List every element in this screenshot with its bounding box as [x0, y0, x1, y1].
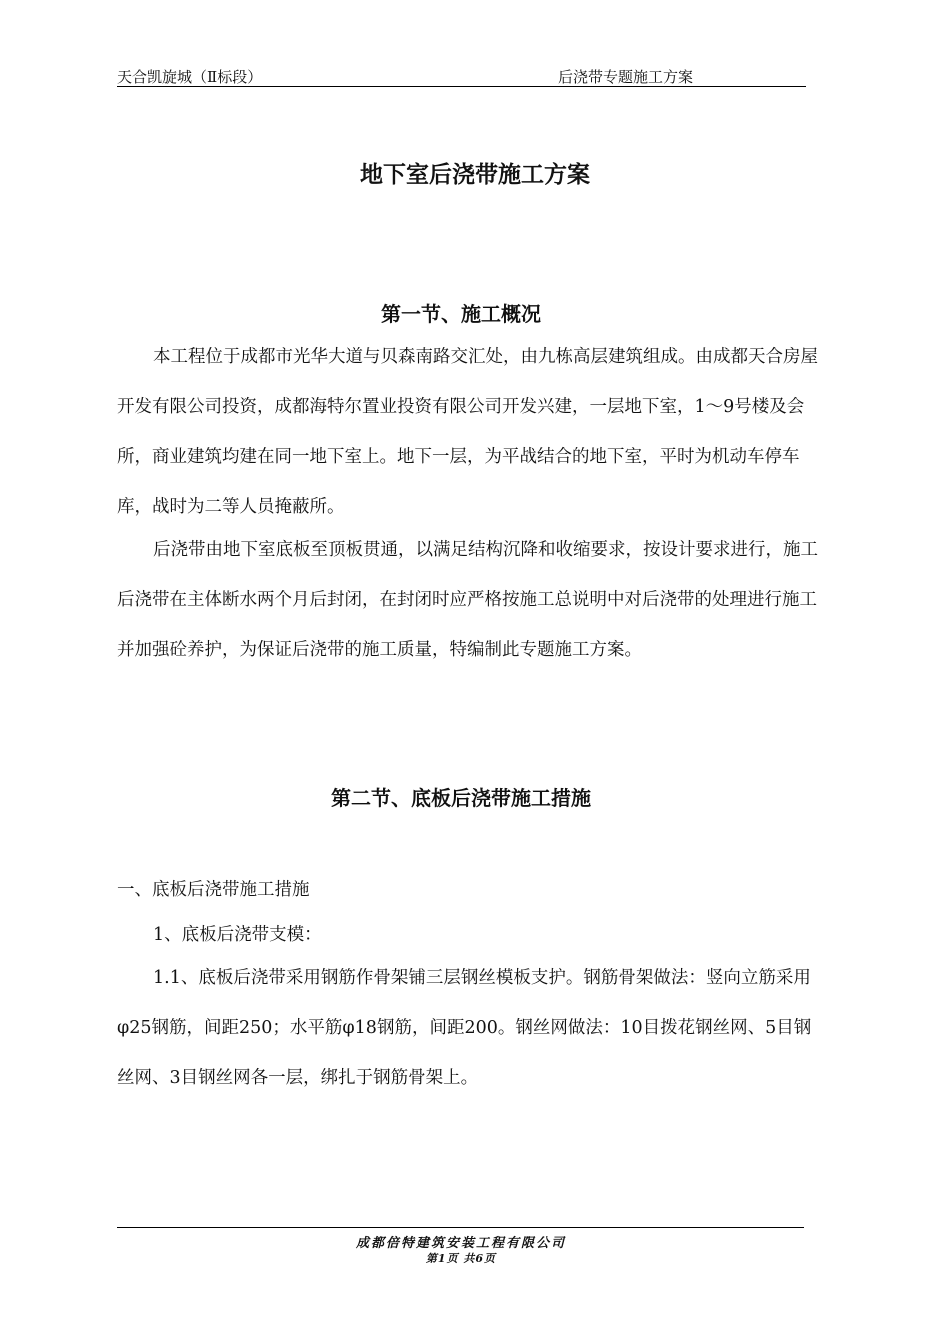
document-title: 地下室后浇带施工方案 — [360, 162, 590, 188]
footer-company: 成都倍特建筑安装工程有限公司 — [355, 1236, 566, 1251]
section1-paragraph-2: 后浇带由地下室底板至顶板贯通，以满足结构沉降和收缩要求，按设计要求进行，施工后浇带在主体断水两个月后封闭，在封闭时应严格按施工总说明中对后浇带的处理进行施工并加强砼养护，为保证后浇带的施工质量，特编制此专题施工方案。 — [117, 540, 818, 660]
section2-item-1: 1、底板后浇带支模： — [153, 925, 322, 945]
section1-paragraph-1: 本工程位于成都市光华大道与贝森南路交汇处，由九栋高层建筑组成。由成都天合房屋开发有限公司投资，成都海特尔置业投资有限公司开发兴建，一层地下室，1～9号楼及会所，商业建筑均建在同一地下室上。地下一层，为平战结合的地下室，平时为机动车停车库，战时为二等人员掩蔽所。 — [117, 347, 818, 517]
footer-page-number: 第1页 共6页 — [425, 1252, 497, 1265]
section2-paragraph: 1.1、底板后浇带采用钢筋作骨架铺三层钢丝模板支护。钢筋骨架做法：竖向立筋采用φ25钢筋，间距250；水平筋φ18钢筋，间距200。钢丝网做法：10目拨花钢丝网、5目钢丝网、3目钢丝网各一层，绑扎于钢筋骨架上。 — [117, 968, 812, 1088]
page-header — [117, 64, 806, 87]
section2-heading: 第二节、底板后浇带施工措施 — [331, 786, 591, 810]
header-doc-name: 后浇带专题施工方案 — [558, 68, 694, 86]
section2-subheading: 一、底板后浇带施工措施 — [117, 880, 310, 900]
footer-divider — [117, 1227, 804, 1228]
section1-heading: 第一节、施工概况 — [381, 302, 541, 326]
header-project-name: 天合凯旋城（Ⅱ标段） — [117, 68, 263, 86]
